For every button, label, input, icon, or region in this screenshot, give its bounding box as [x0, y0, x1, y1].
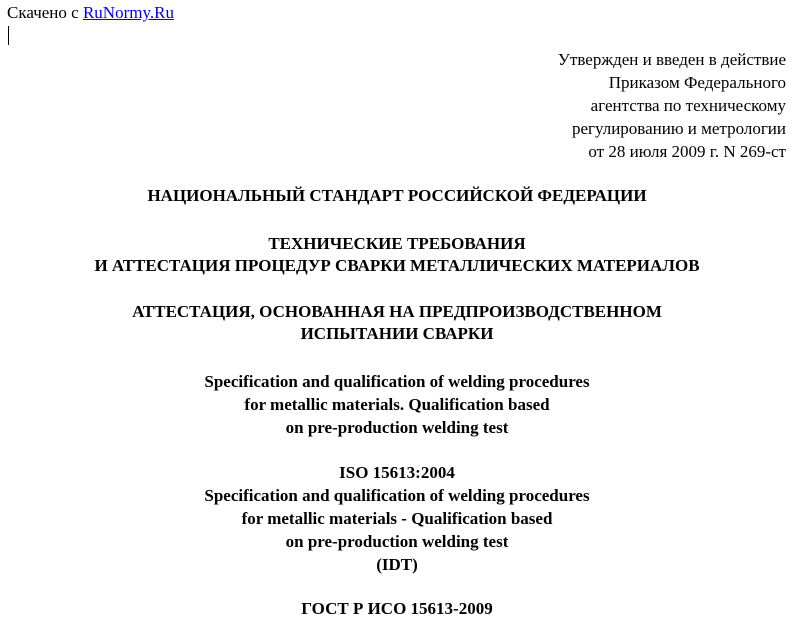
- subtitle-ru-line: ИСПЫТАНИИ СВАРКИ: [300, 324, 494, 343]
- approval-block: [486, 48, 786, 163]
- approval-line: от 28 июля 2009 г. N 269-ст: [588, 142, 786, 161]
- subtitle-ru-line: АТТЕСТАЦИЯ, ОСНОВАННАЯ НА ПРЕДПРОИЗВОДСТВЕННОМ: [132, 302, 662, 321]
- gost-designation: ГОСТ Р ИСО 15613-2009: [301, 599, 493, 618]
- approval-line: Приказом Федерального: [608, 73, 786, 92]
- title-ru: [0, 233, 794, 277]
- title-ru-line: ТЕХНИЧЕСКИЕ ТРЕБОВАНИЯ: [268, 234, 526, 253]
- title-en-line: on pre-production welding test: [285, 418, 509, 437]
- approval-line: Утвержден и введен в действие: [557, 50, 786, 69]
- iso-title-line: Specification and qualification of welding procedures: [204, 486, 590, 505]
- title-en: [0, 370, 794, 439]
- runormy-link[interactable]: RuNormy.Ru: [82, 3, 174, 22]
- subtitle-ru: [0, 301, 794, 345]
- title-en-line: Specification and qualification of welding procedures: [204, 372, 590, 391]
- iso-number: ISO 15613:2004: [339, 463, 455, 482]
- iso-equivalence: (IDT): [376, 555, 418, 574]
- standard-title: НАЦИОНАЛЬНЫЙ СТАНДАРТ РОССИЙСКОЙ ФЕДЕРАЦИИ: [147, 186, 647, 205]
- approval-line: регулированию и метрологии: [571, 119, 786, 138]
- text-cursor: [8, 26, 9, 45]
- title-ru-line: И АТТЕСТАЦИЯ ПРОЦЕДУР СВАРКИ МЕТАЛЛИЧЕСКИХ МАТЕРИАЛОВ: [94, 256, 700, 275]
- iso-block: [0, 461, 794, 576]
- source-prefix: Скачено с: [7, 3, 83, 22]
- title-en-line: for metallic materials. Qualification based: [244, 395, 550, 414]
- iso-title-line: for metallic materials - Qualification based: [241, 509, 553, 528]
- approval-line: агентства по техническому: [590, 96, 786, 115]
- source-line: [7, 3, 174, 23]
- iso-title-line: on pre-production welding test: [285, 532, 509, 551]
